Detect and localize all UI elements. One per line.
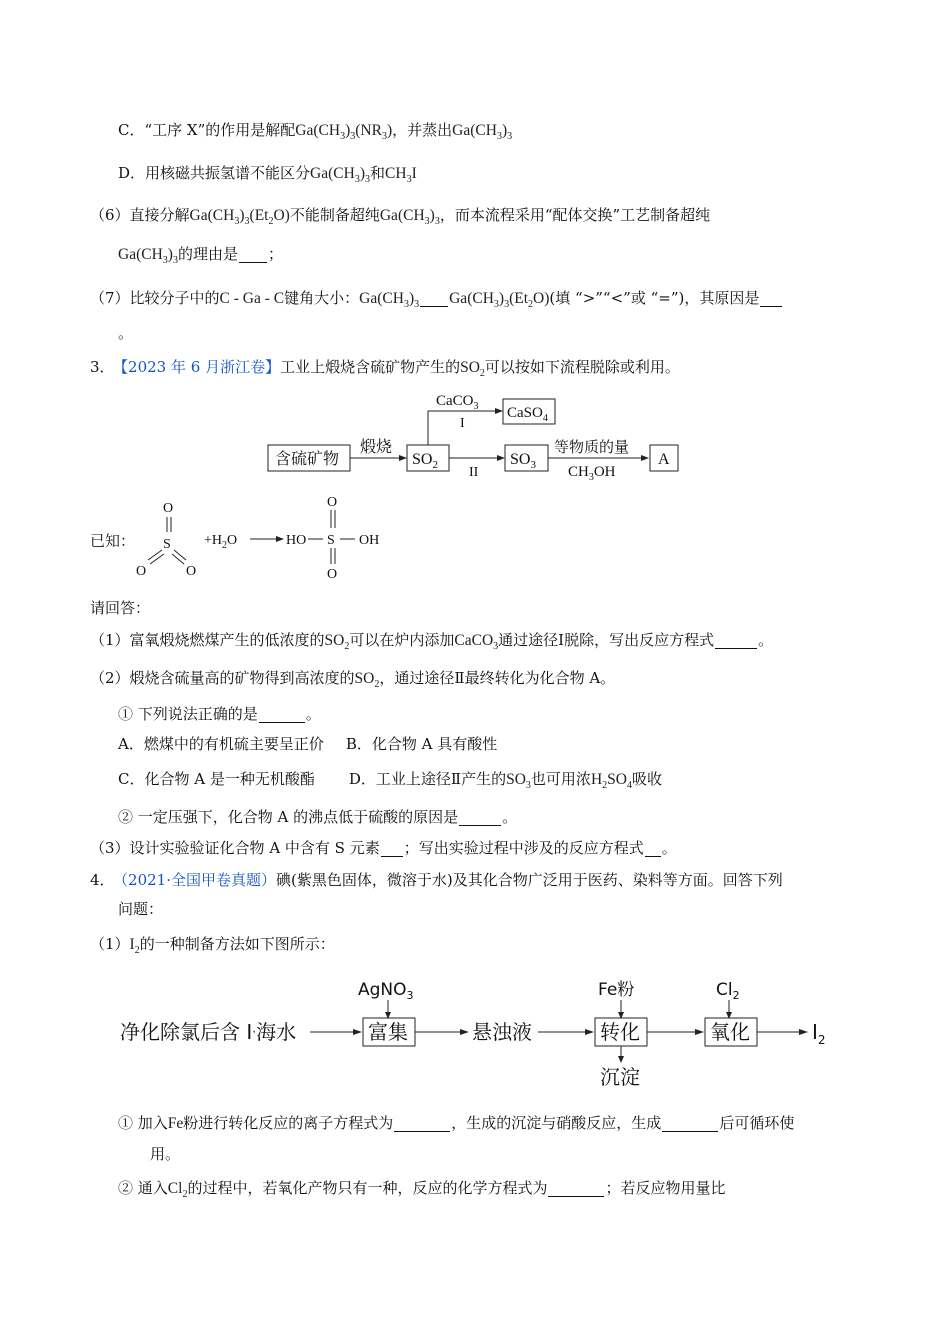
answer-blank[interactable] xyxy=(459,811,501,826)
question-4-1b: ② 通入$Cl_2$的过程中，若氧化产物只有一种，反应的化学方程式为 ；若反应物用量比 xyxy=(118,1179,726,1200)
label-route-2: II xyxy=(469,465,479,480)
svg-text:S: S xyxy=(163,537,171,552)
option-d-3: D．工业上途径Ⅱ产生的$SO_3$也可用浓$H_2SO_4$吸收 xyxy=(348,770,662,791)
question-4: 4． （2021·全国甲卷真题）碘(紫黑色固体，微溶于水)及其化合物广泛用于医药、染料等方面。回答下列 xyxy=(90,871,783,889)
formula-ga-ch3-3-nr3: $Ga(CH_3)_3(NR_3)$ xyxy=(295,122,393,142)
question-7-end: 。 xyxy=(118,324,134,342)
answer-blank[interactable] xyxy=(394,1117,450,1132)
answer-blank[interactable] xyxy=(259,708,305,723)
formula-so2: $SO_2$ xyxy=(324,632,350,652)
svg-text:O: O xyxy=(327,567,338,582)
svg-text:+H2O: $+H_2O$ xyxy=(204,533,238,551)
option-d: D．用核磁共振氢谱不能区分$Ga(CH_3)_3$和$CH_3I$ xyxy=(118,164,417,185)
option-b: B．化合物 A 具有酸性 xyxy=(345,735,498,753)
formula-caco3: CaCO$_3$ xyxy=(454,632,499,652)
options-ab xyxy=(118,733,497,755)
formula-ga-ch3-3: $Ga(CH_3)_3$ xyxy=(310,165,370,185)
so3-hydration-diagram xyxy=(130,490,400,585)
known-label: 已知： xyxy=(90,532,136,550)
question-4-cont: 问题： xyxy=(118,900,164,918)
answer-blank[interactable] xyxy=(760,292,782,307)
question-3-1: （1）富氧煅烧燃煤产生的低浓度的$SO_2$可以在炉内添加CaCO$_3$通过途径Ⅰ脱除，写出反应方程式 。 xyxy=(90,631,774,652)
answer-blank[interactable] xyxy=(715,634,757,649)
option-a: A．燃煤中的有机硫主要呈正价 xyxy=(118,735,324,753)
label-equal-moles: 等物质的量 xyxy=(554,440,630,456)
answer-blank[interactable] xyxy=(381,842,403,857)
question-4-1a-cont: 用。 xyxy=(150,1145,181,1163)
svg-text:HO: HO xyxy=(286,533,307,548)
question-3-3: （3）设计实验验证化合物 A 中含有 S 元素 ；写出实验过程中涉及的反应方程式 。 xyxy=(90,839,677,857)
label-start: 净化除氯后含 I·海水 xyxy=(120,1020,297,1044)
label-caco3: CaCO$_3$ xyxy=(436,393,479,412)
svg-text:SO3: $SO_3$ xyxy=(510,451,536,471)
answer-blank[interactable] xyxy=(548,1182,604,1197)
option-c-3: C．化合物 A 是一种无机酸酯 xyxy=(118,770,315,788)
source-tag: 【2023 年 6 月浙江卷】 xyxy=(120,358,281,376)
question-4-1a: ① 加入Fe粉进行转化反应的离子方程式为 ，生成的沉淀与硝酸反应，生成 后可循环使 xyxy=(118,1114,795,1132)
source-tag: （2021·全国甲卷真题） xyxy=(120,871,276,889)
label-route-1: I xyxy=(460,416,465,431)
label-fe-powder: Fe粉 xyxy=(598,980,635,1000)
formula-ga-ch3-3-et2o: $Ga(CH_3)_3(Et_2O)$ xyxy=(449,290,550,310)
label-agno3: AgNO$_3$ xyxy=(358,980,414,1002)
question-7: （7）比较分子中的C - Ga - C键角大小：$Ga(CH_3)_3$ $Ga(CH_3)_3(Et_2O)$(填 “>”“<”或 “=”)，其原因是 xyxy=(90,287,783,310)
ask-label: 请回答： xyxy=(90,599,151,617)
label-sulfur-mineral: 含硫矿物 xyxy=(275,451,340,468)
svg-text:氧化: 氧化 xyxy=(710,1020,750,1044)
iodine-flow-diagram xyxy=(118,972,838,1092)
svg-text:O: O xyxy=(327,495,338,510)
formula-so2: $SO_2$ xyxy=(354,670,380,690)
label-cl2: $Cl_2$ xyxy=(716,980,740,1002)
options-cd xyxy=(118,768,662,791)
svg-text:OH: OH xyxy=(359,533,380,548)
svg-text:富集: 富集 xyxy=(368,1020,408,1044)
option-c: C．“工序 X”的作用是解配$Ga(CH_3)_3(NR_3)$，并蒸出$Ga(CH_3)_3$ xyxy=(118,121,513,142)
question-3-2a: ① 下列说法正确的是 。 xyxy=(118,705,321,723)
answer-blank[interactable] xyxy=(662,1117,718,1132)
formula-ch3i: $CH_3I$ xyxy=(385,165,417,185)
svg-text:SO2: $SO_2$ xyxy=(412,451,438,471)
formula-i2: $I_2$ xyxy=(129,936,140,956)
question-6: （6）直接分解$Ga(CH_3)_3(Et_2O)$不能制备超纯$Ga(CH_3)_3$，而本流程采用“配体交换”工艺制备超纯 xyxy=(90,206,711,227)
formula-cl2: $Cl_2$ xyxy=(167,1180,188,1200)
svg-text:转化: 转化 xyxy=(600,1020,640,1044)
formula-ga-ch3-3: $Ga(CH_3)_3$ xyxy=(359,290,420,310)
svg-text:O: O xyxy=(186,564,197,579)
svg-text:O: O xyxy=(163,501,174,516)
question-3-2b: ② 一定压强下，化合物 A 的沸点低于硫酸的原因是 。 xyxy=(118,808,518,826)
label-calcine: 煅烧 xyxy=(360,439,393,456)
answer-blank[interactable] xyxy=(239,248,267,263)
svg-text:A: A xyxy=(658,451,670,468)
formula-ga-ch3-3-et2o: $Ga(CH_3)_3(Et_2O)$ xyxy=(189,207,290,227)
answer-blank[interactable] xyxy=(420,292,448,307)
label-i2: $I_2$ xyxy=(812,1020,826,1047)
formula-ga-ch3-3: $Ga(CH_3)_3$ xyxy=(118,246,178,266)
svg-text:CaSO4: CaSO$_4$ xyxy=(507,405,548,424)
label-precipitate: 沉淀 xyxy=(600,1065,640,1089)
question-3-2: （2）煅烧含硫量高的矿物得到高浓度的$SO_2$，通过途径Ⅱ最终转化为化合物 A。 xyxy=(90,669,616,690)
svg-text:S: S xyxy=(327,533,335,548)
answer-blank[interactable] xyxy=(645,842,661,857)
formula-ga-ch3-3: $Ga(CH_3)_3$ xyxy=(452,122,513,142)
label-ch3oh: $CH_3OH$ xyxy=(568,464,616,483)
question-6-cont: $Ga(CH_3)_3$的理由是 ； xyxy=(118,245,283,266)
question-4-1: $(1)I_2$的一种制备方法如下图所示： xyxy=(90,935,335,956)
so2-flow-diagram xyxy=(262,385,692,485)
formula-ga-ch3-3: $Ga(CH_3)_3$ xyxy=(379,207,440,227)
label-suspension: 悬浊液 xyxy=(472,1020,532,1044)
formula-so2: $SO_2$ xyxy=(460,359,485,379)
question-3: 3． 【2023 年 6 月浙江卷】工业上煅烧含硫矿物产生的$SO_2$可以按如下流程脱除或利用。 xyxy=(90,358,680,379)
svg-text:O: O xyxy=(136,564,147,579)
